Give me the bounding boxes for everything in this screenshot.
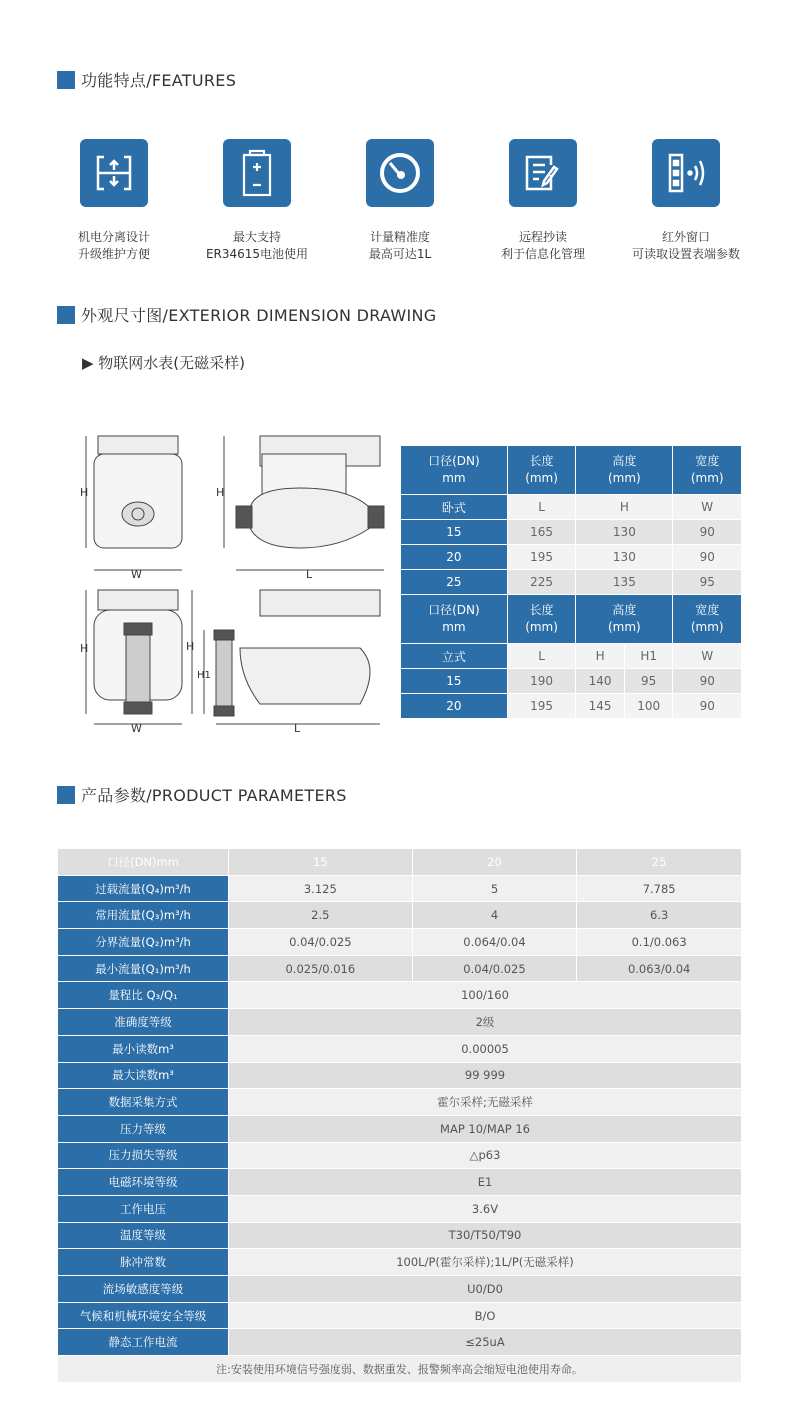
dimension-table: [400, 445, 742, 719]
table-cell: 2级: [229, 1009, 742, 1036]
table-row: [401, 669, 742, 694]
table-cell: 压力等级: [58, 1115, 229, 1142]
table-cell: 脉冲常数: [58, 1249, 229, 1276]
table-cell: 0.025/0.016: [229, 955, 413, 982]
table-cell: 4: [412, 902, 577, 929]
header-text: (mm): [608, 620, 641, 634]
params-table: [57, 848, 742, 1383]
params-heading: 产品参数/PRODUCT PARAMETERS: [57, 783, 347, 806]
table-cell: 100: [624, 694, 673, 719]
svg-text:H: H: [186, 640, 195, 653]
table-cell: 0.04/0.025: [229, 929, 413, 956]
header-text: 宽度: [695, 454, 720, 468]
table-cell: T30/T50/T90: [229, 1222, 742, 1249]
header-height: [576, 446, 673, 495]
table-cell: 6.3: [577, 902, 742, 929]
feature-item: [330, 139, 470, 263]
table-row: [401, 570, 742, 595]
table-cell: 3.6V: [229, 1195, 742, 1222]
table-cell: 15: [401, 669, 508, 694]
header-text: 高度: [612, 603, 637, 617]
table-cell: 95: [624, 669, 673, 694]
table-cell: 0.1/0.063: [577, 929, 742, 956]
table-cell: 90: [673, 694, 742, 719]
feature-line2: 最高可达1L: [368, 247, 432, 261]
table-cell: 190: [507, 669, 576, 694]
table-cell: 立式: [401, 644, 508, 669]
table-row: [401, 644, 742, 669]
header-text: (mm): [608, 471, 641, 485]
table-row: [58, 1302, 742, 1329]
table-row: [58, 875, 742, 902]
table-row: [401, 520, 742, 545]
table-row: [58, 1222, 742, 1249]
feature-item: [44, 139, 184, 263]
infrared-window-icon: [652, 139, 720, 207]
feature-item: [473, 139, 613, 263]
section-marker: [57, 786, 75, 804]
table-cell: 100/160: [229, 982, 742, 1009]
table-cell: 工作电压: [58, 1195, 229, 1222]
svg-text:H: H: [80, 642, 89, 655]
table-row: [58, 902, 742, 929]
table-row: [58, 955, 742, 982]
table-cell: △p63: [229, 1142, 742, 1169]
table-cell: 5: [412, 875, 577, 902]
table-cell: 0.064/0.04: [412, 929, 577, 956]
table-cell: 140: [576, 669, 625, 694]
table-cell: 7.785: [577, 875, 742, 902]
feature-line1: 最大支持: [232, 230, 281, 244]
table-cell: 90: [673, 520, 742, 545]
table-cell: L: [507, 644, 576, 669]
table-cell: 165: [507, 520, 576, 545]
header-text: 口径(DN): [428, 603, 480, 617]
dimension-drawings: [80, 428, 390, 738]
table-row: [58, 1329, 742, 1356]
table-row: [401, 545, 742, 570]
table-cell: 霍尔采样;无磁采样: [229, 1089, 742, 1116]
table-cell: 20: [401, 694, 508, 719]
table-cell: 0.063/0.04: [577, 955, 742, 982]
header-text: (mm): [525, 471, 558, 485]
table-cell: W: [673, 644, 742, 669]
table-cell: L: [507, 495, 576, 520]
table-note: 注:安装使用环境信号强度弱、数据重发、报警频率高会缩短电池使用寿命。: [58, 1356, 742, 1383]
table-cell: 195: [507, 545, 576, 570]
horizontal-side-view: [216, 436, 384, 581]
table-cell: 15: [229, 849, 413, 876]
table-row: [58, 1276, 742, 1303]
table-cell: 卧式: [401, 495, 508, 520]
dimension-heading: 外观尺寸图/EXTERIOR DIMENSION DRAWING: [57, 303, 437, 326]
battery-icon: [223, 139, 291, 207]
header-dn: [401, 446, 508, 495]
header-text: (mm): [690, 471, 724, 485]
table-row: [58, 1249, 742, 1276]
table-row: [58, 1142, 742, 1169]
feature-line2: ER34615电池使用: [205, 247, 309, 261]
table-row: [401, 694, 742, 719]
table-cell: 分界流量(Q₂)m³/h: [58, 929, 229, 956]
table-cell: 过载流量(Q₄)m³/h: [58, 875, 229, 902]
table-cell: 15: [401, 520, 508, 545]
table-row: [58, 1089, 742, 1116]
vertical-front-view: [80, 590, 182, 735]
feature-item: [187, 139, 327, 263]
table-cell: 130: [576, 520, 673, 545]
header-text: mm: [442, 620, 466, 634]
table-cell: 25: [577, 849, 742, 876]
table-row: [58, 929, 742, 956]
document-edit-icon: [509, 139, 577, 207]
table-cell: 145: [576, 694, 625, 719]
header-width: [673, 446, 742, 495]
horizontal-front-view: [80, 436, 182, 581]
header-text: 长度: [529, 454, 554, 468]
table-cell: 常用流量(Q₃)m³/h: [58, 902, 229, 929]
table-cell: 流场敏感度等级: [58, 1276, 229, 1303]
table-row: [58, 1062, 742, 1089]
table-cell: 电磁环境等级: [58, 1169, 229, 1196]
feature-line1: 机电分离设计: [77, 230, 150, 244]
table-note-row: [58, 1356, 742, 1383]
table-cell: 温度等级: [58, 1222, 229, 1249]
table-cell: U0/D0: [229, 1276, 742, 1303]
svg-text:H: H: [216, 486, 225, 499]
table-cell: 量程比 Q₃/Q₁: [58, 982, 229, 1009]
table-cell: 20: [412, 849, 577, 876]
table-row: [58, 849, 742, 876]
table-cell: 静态工作电流: [58, 1329, 229, 1356]
table-row: [401, 495, 742, 520]
svg-text:H1: H1: [197, 670, 211, 681]
table-cell: 气候和机械环境安全等级: [58, 1302, 229, 1329]
table-cell: 3.125: [229, 875, 413, 902]
feature-line2: 利于信息化管理: [500, 247, 585, 261]
svg-text:L: L: [294, 722, 301, 735]
table-cell: B/O: [229, 1302, 742, 1329]
feature-item: [616, 139, 756, 263]
table-cell: 195: [507, 694, 576, 719]
section-marker: [57, 71, 75, 89]
table-cell: 25: [401, 570, 508, 595]
table-cell: 100L/P(霍尔采样);1L/P(无磁采样): [229, 1249, 742, 1276]
table-row: [58, 1009, 742, 1036]
table-cell: 90: [673, 669, 742, 694]
svg-text:H: H: [80, 486, 89, 499]
table-cell: 0.00005: [229, 1035, 742, 1062]
feature-line1: 红外窗口: [661, 230, 710, 244]
table-cell: 2.5: [229, 902, 413, 929]
table-row: [58, 1169, 742, 1196]
header-text: (mm): [525, 620, 558, 634]
table-cell: 95: [673, 570, 742, 595]
table-cell: W: [673, 495, 742, 520]
svg-text:W: W: [131, 568, 142, 581]
table-cell: 99 999: [229, 1062, 742, 1089]
table-cell: 数据采集方式: [58, 1089, 229, 1116]
table-cell: ≤25uA: [229, 1329, 742, 1356]
table-row: [58, 1195, 742, 1222]
table-cell: 130: [576, 545, 673, 570]
features-heading: 功能特点/FEATURES: [57, 68, 236, 91]
table-cell: 135: [576, 570, 673, 595]
header-text: (mm): [690, 620, 724, 634]
section-marker: [57, 306, 75, 324]
table-cell: 90: [673, 545, 742, 570]
table-cell: MAP 10/MAP 16: [229, 1115, 742, 1142]
table-cell: E1: [229, 1169, 742, 1196]
header-width: [673, 595, 742, 644]
table-row: [58, 1115, 742, 1142]
header-text: 宽度: [695, 603, 720, 617]
feature-line1: 远程抄读: [518, 230, 567, 244]
svg-text:L: L: [306, 568, 313, 581]
feature-line1: 计量精准度: [369, 230, 430, 244]
header-text: mm: [442, 471, 466, 485]
header-height: [576, 595, 673, 644]
table-cell: 压力损失等级: [58, 1142, 229, 1169]
header-text: 高度: [612, 454, 637, 468]
vertical-side-view: [186, 590, 380, 735]
table-cell: 225: [507, 570, 576, 595]
header-text: 长度: [529, 603, 554, 617]
header-text: 口径(DN): [428, 454, 480, 468]
feature-line2: 可读取设置表端参数: [631, 247, 740, 261]
gauge-icon: [366, 139, 434, 207]
table-cell: 0.04/0.025: [412, 955, 577, 982]
table-cell: 最小流量(Q₁)m³/h: [58, 955, 229, 982]
table-cell: 准确度等级: [58, 1009, 229, 1036]
table-row: [58, 982, 742, 1009]
table-cell: H1: [624, 644, 673, 669]
feature-line2: 升级维护方便: [77, 247, 150, 261]
svg-text:W: W: [131, 722, 142, 735]
split-arrows-icon: [80, 139, 148, 207]
dimension-subheading: ▶ 物联网水表(无磁采样): [82, 354, 246, 372]
header-dn: [401, 595, 508, 644]
table-cell: 20: [401, 545, 508, 570]
table-cell: H: [576, 644, 625, 669]
table-cell: 最小读数m³: [58, 1035, 229, 1062]
header-length: [507, 446, 576, 495]
table-cell: H: [576, 495, 673, 520]
table-cell: 口径(DN)mm: [58, 849, 229, 876]
table-row: [58, 1035, 742, 1062]
header-length: [507, 595, 576, 644]
table-cell: 最大读数m³: [58, 1062, 229, 1089]
